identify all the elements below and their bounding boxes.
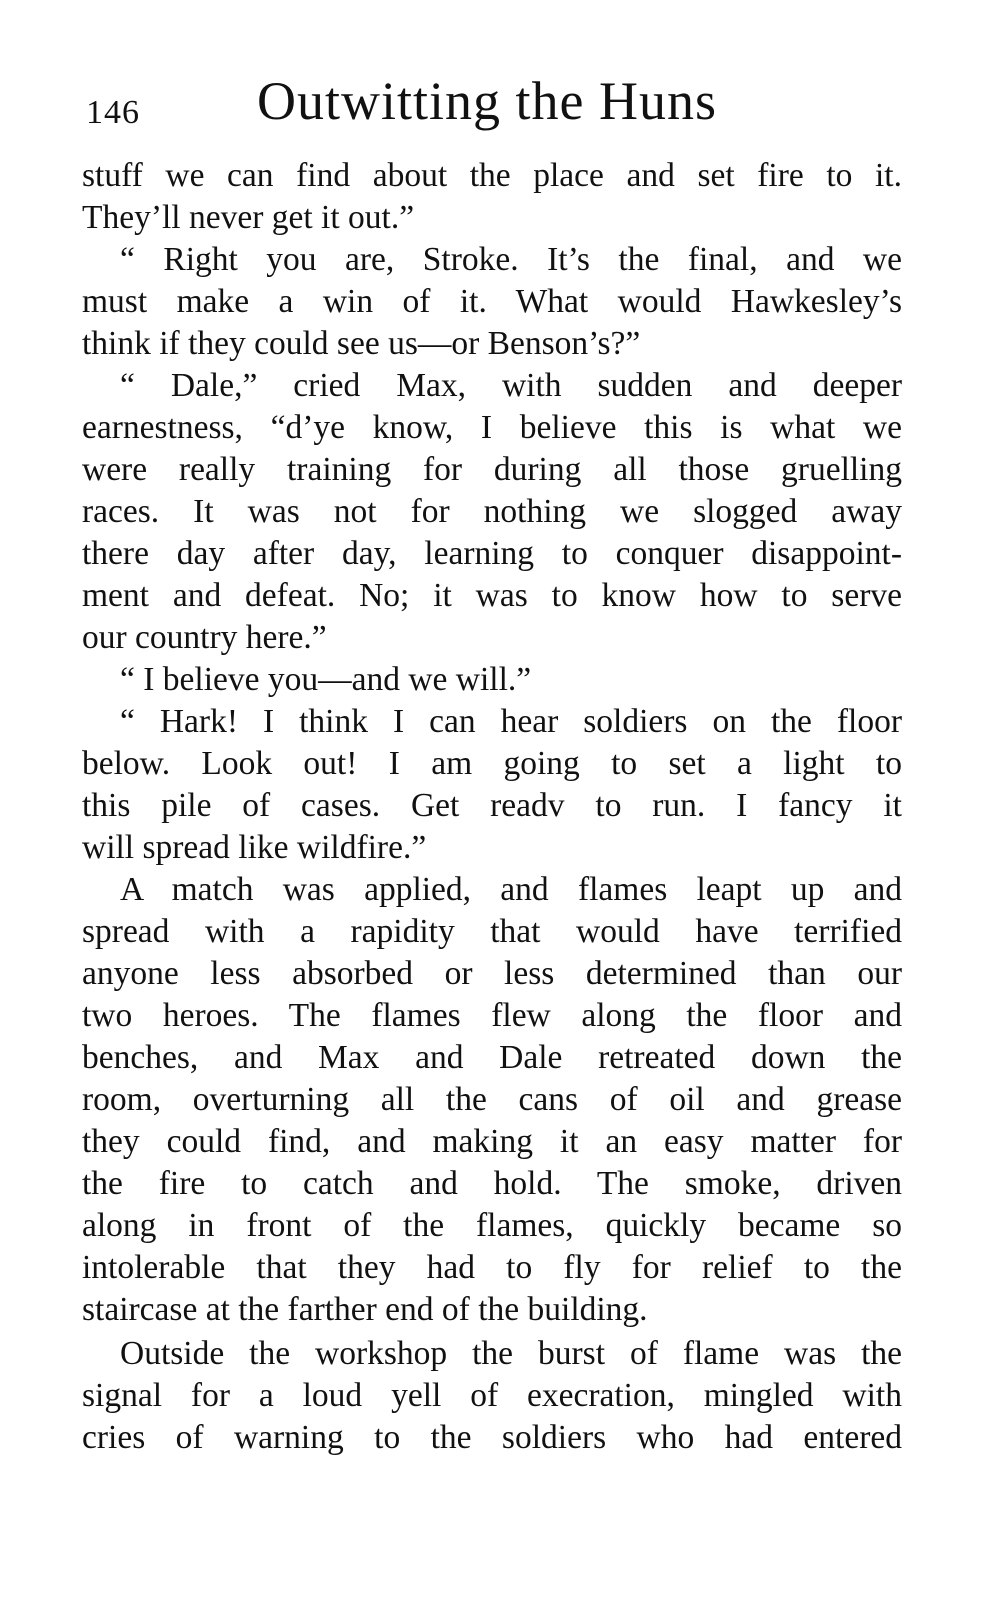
text-line: think if they could see us—or Benson’s?” bbox=[82, 325, 641, 362]
text-line: ment and defeat. No; it was to know how to serve bbox=[82, 577, 902, 614]
text-line: cries of warning to the soldiers who had entered bbox=[82, 1419, 902, 1456]
text-line: benches, and Max and Dale retreated down the bbox=[82, 1039, 902, 1076]
text-line: A match was applied, and flames leapt up and bbox=[120, 871, 902, 908]
text-line: anyone less absorbed or less determined than our bbox=[82, 955, 902, 992]
text-line: will spread like wildfire.” bbox=[82, 829, 427, 866]
text-line: below. Look out! I am going to set a light to bbox=[82, 745, 902, 782]
book-title: Outwitting the Huns bbox=[257, 71, 717, 131]
text-line: two heroes. The flames flew along the floor and bbox=[82, 997, 902, 1034]
text-line: Outside the workshop the burst of flame was the bbox=[120, 1335, 902, 1372]
text-line: the fire to catch and hold. The smoke, driven bbox=[82, 1165, 902, 1202]
text-line: “ Dale,” cried Max, with sudden and deeper bbox=[120, 367, 902, 404]
page-number: 146 bbox=[86, 94, 140, 131]
running-head bbox=[82, 70, 902, 140]
text-line: they could find, and making it an easy matter for bbox=[82, 1123, 902, 1160]
text-line: room, overturning all the cans of oil and grease bbox=[82, 1081, 902, 1118]
text-line: were really training for during all those gruelling bbox=[82, 451, 902, 488]
text-line: our country here.” bbox=[82, 619, 327, 656]
text-line: must make a win of it. What would Hawkesley’s bbox=[82, 283, 902, 320]
text-line: intolerable that they had to fly for relief to the bbox=[82, 1249, 902, 1286]
text-line: spread with a rapidity that would have terrified bbox=[82, 913, 902, 950]
text-line: stuff we can find about the place and set fire to it. bbox=[82, 157, 902, 194]
text-line: races. It was not for nothing we slogged away bbox=[82, 493, 902, 530]
text-line: earnestness, “d’ye know, I believe this is what we bbox=[82, 409, 902, 446]
text-line: this pile of cases. Get readv to run. I fancy it bbox=[82, 787, 902, 824]
book-page bbox=[82, 0, 902, 1610]
body-text bbox=[82, 155, 902, 1459]
text-line: staircase at the farther end of the building. bbox=[82, 1291, 648, 1328]
text-line: signal for a loud yell of execration, mingled with bbox=[82, 1377, 902, 1414]
text-line: “ Right you are, Stroke. It’s the final, and we bbox=[120, 241, 902, 278]
text-line: along in front of the flames, quickly became so bbox=[82, 1207, 902, 1244]
text-line: They’ll never get it out.” bbox=[82, 199, 415, 236]
text-line: “ I believe you—and we will.” bbox=[120, 661, 532, 698]
text-line: “ Hark! I think I can hear soldiers on the floor bbox=[120, 703, 902, 740]
text-line: there day after day, learning to conquer disappoint- bbox=[82, 535, 902, 572]
